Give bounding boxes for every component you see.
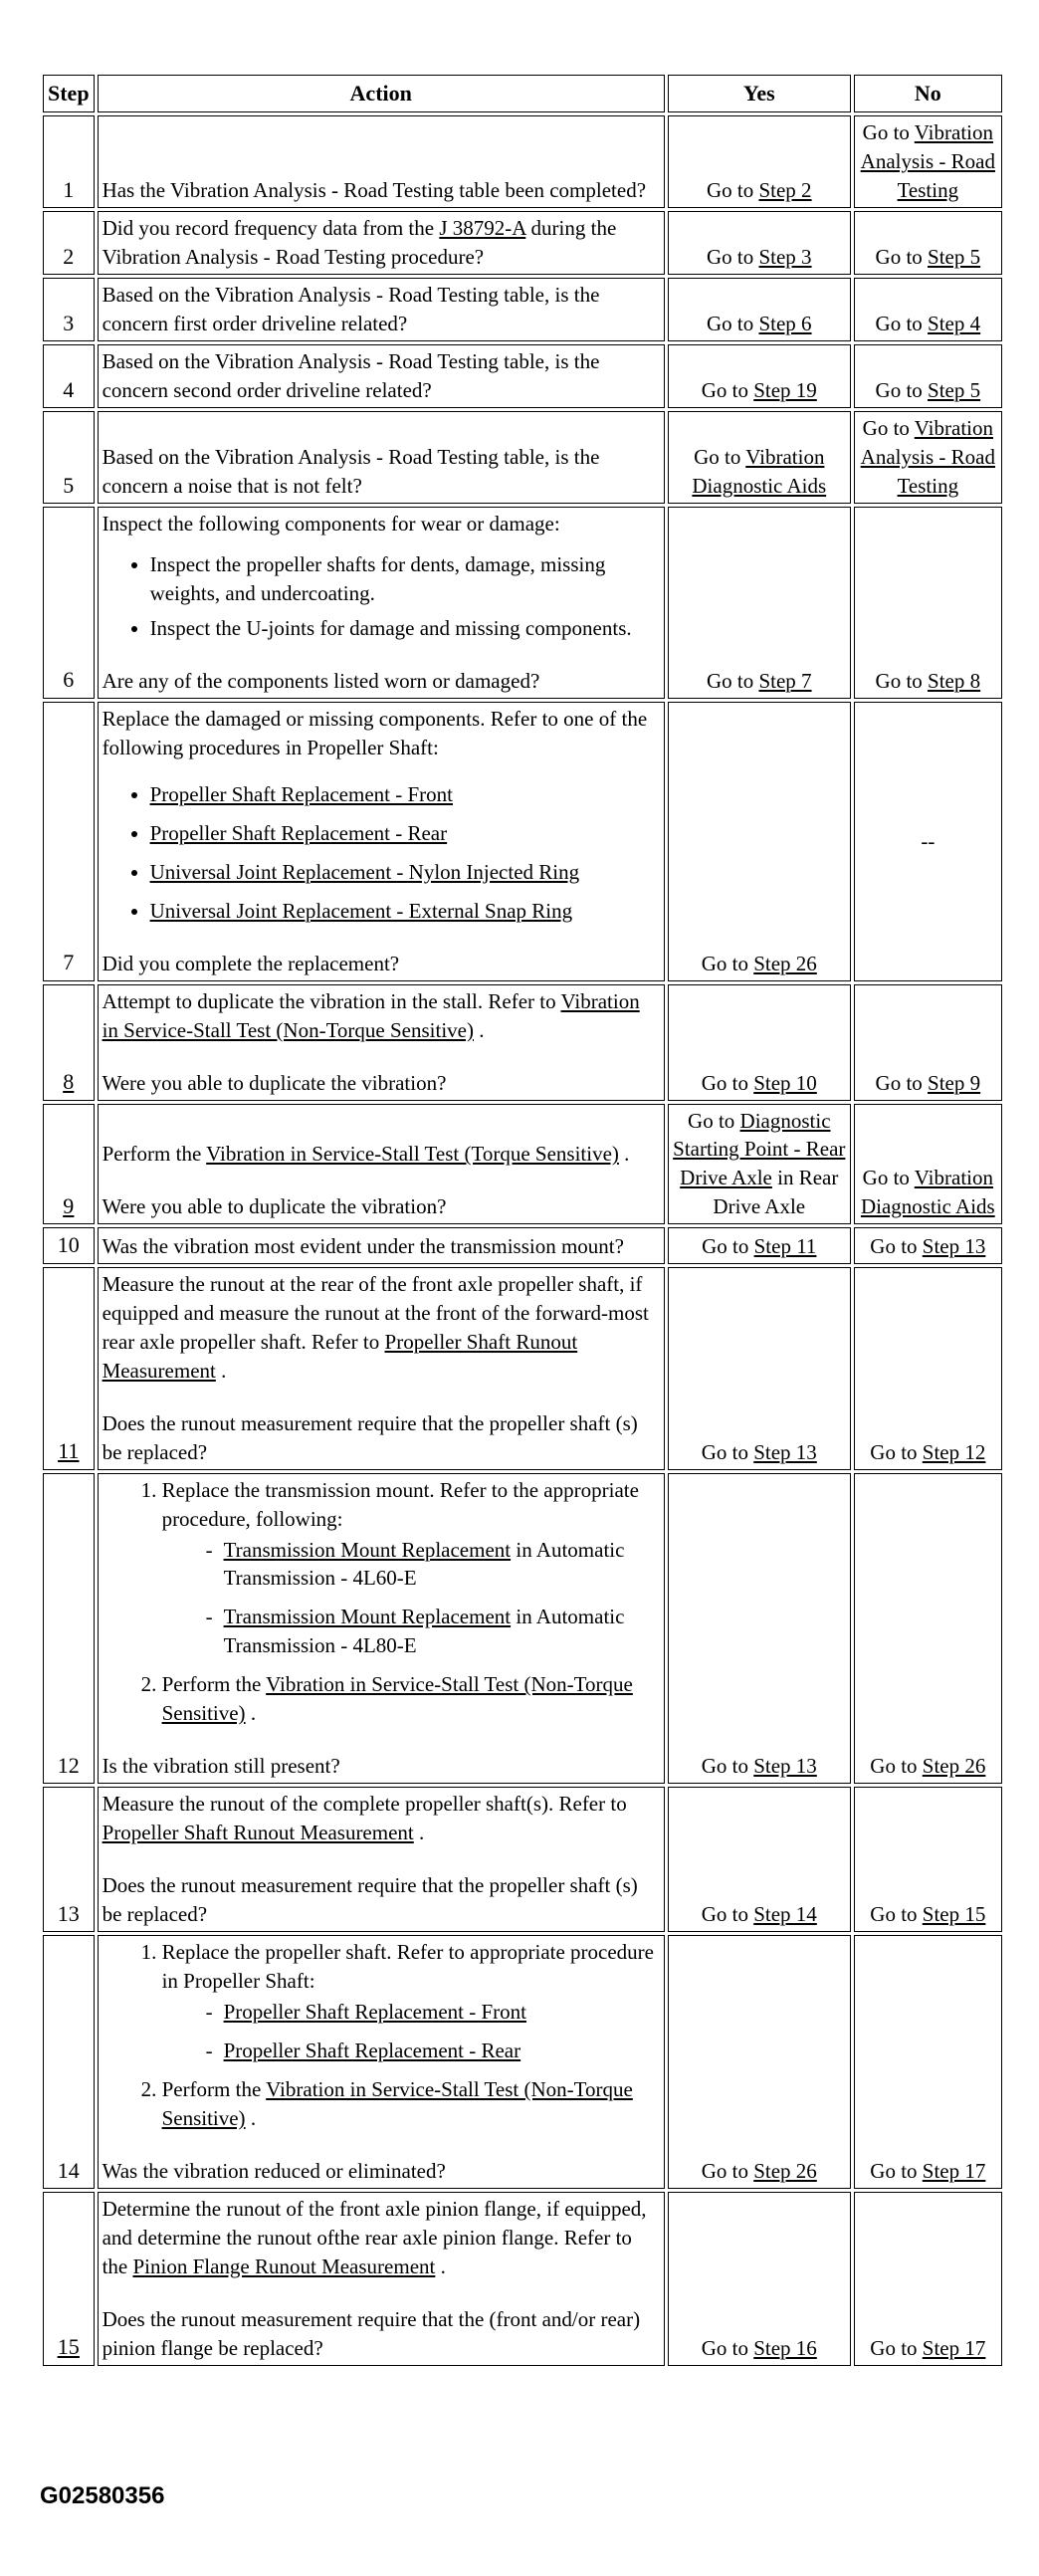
action-text: Attempt to duplicate the vibration in the stall. Refer to [102,988,561,1013]
action-text [103,1270,660,1386]
action-question: Is the vibration still present? [102,1754,340,1779]
procedure-link[interactable]: Vibration in Service-Stall Test (Non-Torque Sensitive) [161,1672,633,1726]
no-link[interactable]: Step 9 [928,1070,981,1095]
go-to-text: Go to [862,1166,910,1190]
action-text: . [435,2254,446,2278]
action-text: . [474,1017,485,1042]
action-intro: Replace the damaged or missing components. Refer to one of the following procedures in Propeller Shaft: [102,706,648,759]
go-to-text: Go to [875,312,923,336]
go-to-text: Go to [701,2158,748,2183]
yes-link[interactable]: Step 26 [753,2158,817,2183]
list-item [162,1938,660,2065]
go-to-text: Go to [862,120,910,145]
yes-link[interactable]: Step 6 [758,312,812,336]
yes-cell [668,984,851,1101]
yes-link[interactable]: Step 26 [753,951,817,975]
procedure-link[interactable]: Propeller Shaft Runout Measurement [102,1329,578,1383]
procedure-link[interactable]: Vibration in Service-Stall Test (Non-Torque Sensitive) [102,988,640,1042]
yes-cell [668,1227,851,1263]
action-question: Were you able to duplicate the vibration? [102,1070,447,1095]
list-item [206,2037,660,2065]
list-item [162,1670,660,1728]
procedure-link[interactable]: Universal Joint Replacement - Nylon Injected Ring [149,859,580,884]
step-number: 3 [43,278,95,341]
go-to-text: Go to [870,1902,918,1927]
step-number: 6 [43,507,95,699]
procedure-link[interactable]: Propeller Shaft Replacement - Rear [223,2039,521,2063]
action-cell: Was the vibration most evident under the transmission mount? [98,1227,665,1263]
action-question: Were you able to duplicate the vibration? [102,1194,447,1219]
no-cell [854,1473,1002,1785]
action-text [103,987,660,1045]
action-text: Determine the runout of the front axle pinion flange, if equipped, and determine the runout ofthe rear axle pinion flange. Refer to the [102,2196,647,2278]
step-number [43,2192,95,2366]
no-cell [854,1935,1002,2189]
no-cell: -- [854,702,1002,981]
list-item: • Inspect the propeller shafts for dents, damage, missing weights, and undercoating. [150,550,660,608]
header-action: Action [98,75,665,112]
action-text: Replace the transmission mount. Refer to the appropriate procedure, following: [161,1477,639,1531]
yes-suffix: in Rear Drive Axle [713,1166,839,1219]
action-text: Perform the [102,1142,207,1167]
action-cell [98,1104,665,1225]
action-question: Does the runout measurement require that the propeller shaft (s) be replaced? [102,1873,638,1927]
action-cell [98,2192,665,2366]
yes-cell [668,211,851,275]
step-number [43,984,95,1101]
go-to-text: Go to [870,2158,918,2183]
no-link[interactable]: Step 8 [928,668,981,693]
list-item [162,1476,660,1661]
list-item [150,819,660,848]
yes-cell [668,411,851,504]
list-item [206,1603,660,1660]
bullet-list [103,550,660,643]
no-link[interactable]: Vibration Analysis - Road Testing [860,416,995,499]
list-item [206,1998,660,2027]
no-cell [854,411,1002,504]
no-link[interactable]: Vibration Diagnostic Aids [860,1166,995,1219]
table-row [43,344,1002,408]
table-row [43,2192,1002,2366]
step-number: 12 [43,1473,95,1785]
header-row [43,75,1002,112]
action-cell [98,211,665,275]
yes-link[interactable]: Diagnostic Starting Point - Rear Drive Axle [673,1108,846,1190]
procedure-link[interactable]: Vibration in Service-Stall Test (Non-Torque Sensitive) [161,2077,633,2130]
action-text: Perform the [161,1672,267,1697]
numbered-list [103,1938,660,2133]
action-question: Does the runout measurement require that the propeller shaft (s) be replaced? [102,1410,638,1464]
go-to-text: Go to [706,668,754,693]
table-row [43,984,1002,1101]
numbered-list [103,1476,660,1729]
table-row [43,211,1002,275]
header-no: No [854,75,1002,112]
dash-list [162,1998,660,2065]
no-link[interactable]: Step 4 [928,312,981,336]
action-cell [98,984,665,1101]
go-to-text: Go to [870,1439,918,1464]
diagnostic-table [40,72,1005,2369]
yes-link[interactable]: Step 14 [753,1902,817,1927]
yes-link[interactable]: Step 19 [753,378,817,403]
no-cell [854,1104,1002,1225]
go-to-text: Go to [701,1754,748,1779]
step-number: 4 [43,344,95,408]
action-text [103,1140,660,1169]
step-link[interactable]: 9 [63,1193,75,1219]
yes-cell [668,1104,851,1225]
action-cell [98,507,665,699]
action-text: . [245,2106,257,2130]
yes-link[interactable]: Step 13 [753,1754,817,1779]
table-row [43,507,1002,699]
yes-link[interactable]: Step 3 [758,245,812,270]
no-link[interactable]: Step 17 [922,2335,986,2360]
no-link[interactable]: Step 26 [922,1754,986,1779]
yes-link[interactable]: Step 16 [753,2335,817,2360]
go-to-text: Go to [875,668,923,693]
go-to-text: Go to [688,1108,735,1133]
procedure-link[interactable]: Propeller Shaft Replacement - Front [223,2000,526,2025]
no-cell [854,984,1002,1101]
no-link[interactable]: Step 5 [928,245,981,270]
dash-list [162,1536,660,1661]
action-text: Measure the runout at the rear of the front axle propeller shaft, if equipped and measure the runout at the front of the forward-most rear axle propeller shaft. Refer to [102,1271,649,1354]
procedure-link[interactable]: Propeller Shaft Replacement - Rear [149,820,448,845]
step-link[interactable]: 15 [57,2334,80,2360]
table-row [43,278,1002,341]
step-number [43,1267,95,1470]
header-yes: Yes [668,75,851,112]
action-cell: Based on the Vibration Analysis - Road Testing table, is the concern a noise that is not felt? [98,411,665,504]
action-cell [98,1787,665,1932]
action-cell: Based on the Vibration Analysis - Road Testing table, is the concern second order driveline related? [98,344,665,408]
go-to-text: Go to [706,245,754,270]
go-to-text: Go to [870,1233,918,1258]
action-question: Are any of the components listed worn or damaged? [102,668,540,693]
list-item: • Inspect the U-joints for damage and missing components. [150,614,660,643]
action-question: Did you complete the replacement? [102,951,400,975]
no-cell [854,211,1002,275]
action-intro: Inspect the following components for wear or damage: [102,511,560,536]
no-link[interactable]: Step 15 [922,1902,986,1927]
step-link[interactable]: 11 [58,1438,80,1464]
step-number: 1 [43,115,95,208]
no-link[interactable]: Step 5 [928,378,981,403]
table-row [43,1104,1002,1225]
yes-cell [668,1473,851,1785]
no-cell [854,1227,1002,1263]
list-item [150,897,660,926]
action-text: Did you record frequency data from the [102,216,440,241]
go-to-text: Go to [875,245,923,270]
no-cell [854,1787,1002,1932]
yes-cell [668,1935,851,2189]
yes-link[interactable]: Step 10 [753,1070,817,1095]
no-cell [854,2192,1002,2366]
action-cell: Has the Vibration Analysis - Road Testing table been completed? [98,115,665,208]
go-to-text: Go to [701,1902,748,1927]
action-text [103,2195,660,2281]
step-number: 2 [43,211,95,275]
procedure-link[interactable]: Universal Joint Replacement - External Snap Ring [149,898,573,923]
step-number [43,1104,95,1225]
action-cell [98,1473,665,1785]
list-item [150,858,660,887]
no-link[interactable]: Step 12 [922,1439,986,1464]
action-text: . [413,1821,425,1845]
step-number: 5 [43,411,95,504]
go-to-text: Go to [875,378,923,403]
step-link[interactable]: 8 [63,1069,75,1095]
go-to-text: Go to [870,2335,918,2360]
yes-cell [668,1267,851,1470]
step-number: 7 [43,702,95,981]
table-row [43,702,1002,981]
go-to-text: Go to [702,1233,749,1258]
action-question: Was the vibration reduced or eliminated? [102,2158,446,2183]
action-cell [98,1935,665,2189]
no-cell [854,507,1002,699]
action-text: Replace the propeller shaft. Refer to appropriate procedure in Propeller Shaft: [161,1940,654,1994]
yes-link[interactable]: Step 2 [758,178,812,203]
go-to-text: Go to [694,445,741,470]
go-to-text: Go to [701,2335,748,2360]
procedure-link[interactable]: Transmission Mount Replacement [223,1537,512,1562]
yes-link[interactable]: Step 7 [758,668,812,693]
table-row [43,1787,1002,1932]
go-to-text: Go to [701,951,748,975]
list-item [206,1536,660,1594]
yes-cell [668,344,851,408]
yes-cell [668,278,851,341]
yes-cell [668,115,851,208]
procedure-link[interactable]: Propeller Shaft Replacement - Front [149,781,453,806]
no-cell [854,1267,1002,1470]
action-text [103,1790,660,1847]
yes-cell [668,1787,851,1932]
action-text: during the Vibration Analysis - Road Testing procedure? [102,216,617,270]
action-text: . [618,1142,630,1167]
table-row [43,115,1002,208]
procedure-link[interactable]: Pinion Flange Runout Measurement [132,2254,436,2278]
no-cell [854,278,1002,341]
no-link[interactable]: Step 17 [922,2158,986,2183]
table-row [43,1473,1002,1785]
action-question: Does the runout measurement require that the (front and/or rear) pinion flange be replaced? [102,2306,641,2360]
action-cell: Based on the Vibration Analysis - Road Testing table, is the concern first order driveline related? [98,278,665,341]
step-number: 10 [43,1227,95,1263]
yes-cell [668,2192,851,2366]
figure-id: G02580356 [40,2482,165,2509]
go-to-text: Go to [862,416,910,441]
no-cell [854,344,1002,408]
table-row [43,411,1002,504]
go-to-text: Go to [701,1070,748,1095]
procedure-link[interactable]: Transmission Mount Replacement [223,1605,512,1629]
action-text: . [215,1358,227,1383]
action-text: Perform the [161,2077,267,2102]
list-item [162,2075,660,2133]
no-link[interactable]: Vibration Analysis - Road Testing [860,120,995,203]
no-link[interactable]: Step 13 [922,1233,986,1258]
yes-cell [668,702,851,981]
action-cell [98,702,665,981]
table-row [43,1267,1002,1470]
yes-link[interactable]: Step 11 [753,1233,817,1258]
go-to-text: Go to [870,1754,918,1779]
go-to-text: Go to [706,178,754,203]
action-text: Measure the runout of the complete propeller shaft(s). Refer to [102,1792,627,1817]
go-to-text: Go to [875,1070,923,1095]
action-text: in Automatic Transmission - 4L80-E [223,1605,625,1658]
list-item [150,780,660,809]
yes-cell [668,507,851,699]
go-to-text: Go to [701,1439,748,1464]
procedure-link[interactable]: Propeller Shaft Runout Measurement [102,1821,414,1845]
table-row [43,1227,1002,1263]
yes-link[interactable]: Vibration Diagnostic Aids [692,445,827,499]
procedure-list [103,780,660,926]
procedure-link[interactable]: Vibration in Service-Stall Test (Torque Sensitive) [206,1142,619,1167]
header-step: Step [43,75,95,112]
step-number: 13 [43,1787,95,1932]
tool-link[interactable]: J 38792-A [439,216,526,241]
step-number: 14 [43,1935,95,2189]
action-text: in Automatic Transmission - 4L60-E [223,1537,625,1591]
yes-link[interactable]: Step 13 [753,1439,817,1464]
go-to-text: Go to [701,378,748,403]
table-row [43,1935,1002,2189]
action-cell [98,1267,665,1470]
go-to-text: Go to [706,312,754,336]
no-cell [854,115,1002,208]
action-text: . [245,1701,257,1726]
